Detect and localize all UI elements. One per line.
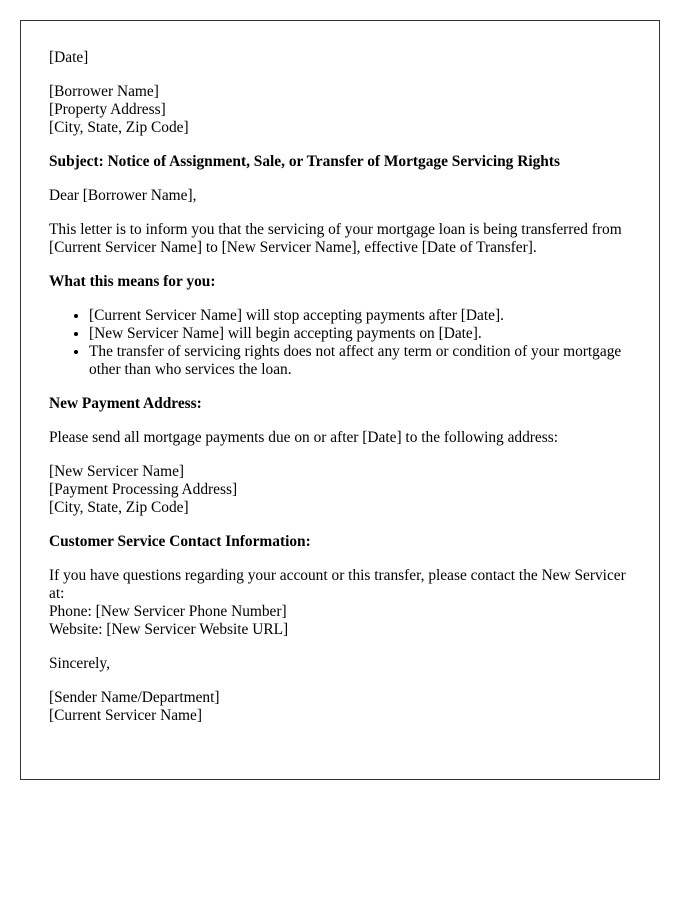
payment-address-line: [Payment Processing Address] [49,481,238,498]
letter-date [49,49,631,67]
contact-text: If you have questions regarding your account or this transfer, please contact the New Servicer at: [49,567,626,602]
recipient-name: [Borrower Name] [49,83,159,100]
contact-block [49,567,631,639]
recipient-block [49,83,631,137]
signature-sender: [Sender Name/Department] [49,689,220,706]
payment-address-line: [City, State, Zip Code] [49,499,189,516]
closing: Sincerely, [49,655,110,672]
payment-address-block [49,463,631,517]
payment-address-heading: New Payment Address: [49,395,202,412]
list-item: • [New Servicer Name] will begin accepting payments on [Date]. [89,325,631,343]
payment-address-line: [New Servicer Name] [49,463,185,480]
contact-phone: Phone: [New Servicer Phone Number] [49,603,287,620]
list-item: • [Current Servicer Name] will stop accepting payments after [Date]. [89,307,631,325]
intro-paragraph: This letter is to inform you that the servicing of your mortgage loan is being transferred from [Current Servicer Name] to [New Servicer Name], effective [Date of Transfer]. [49,221,622,256]
date-text: [Date] [49,49,89,66]
subject-line: Subject: Notice of Assignment, Sale, or Transfer of Mortgage Servicing Rights [49,153,560,170]
signature-servicer: [Current Servicer Name] [49,707,202,724]
recipient-address: [Property Address] [49,101,166,118]
what-this-means-heading: What this means for you: [49,273,216,290]
letter-document [20,20,660,780]
signature-block [49,689,631,725]
payment-instruction: Please send all mortgage payments due on or after [Date] to the following address: [49,429,559,446]
contact-heading: Customer Service Contact Information: [49,533,311,550]
salutation: Dear [Borrower Name], [49,187,197,204]
recipient-city-state-zip: [City, State, Zip Code] [49,119,189,136]
list-item: • The transfer of servicing rights does not affect any term or condition of your mortgage other than who services the loan. [89,343,631,379]
what-this-means-list [49,307,631,379]
contact-website: Website: [New Servicer Website URL] [49,621,289,638]
